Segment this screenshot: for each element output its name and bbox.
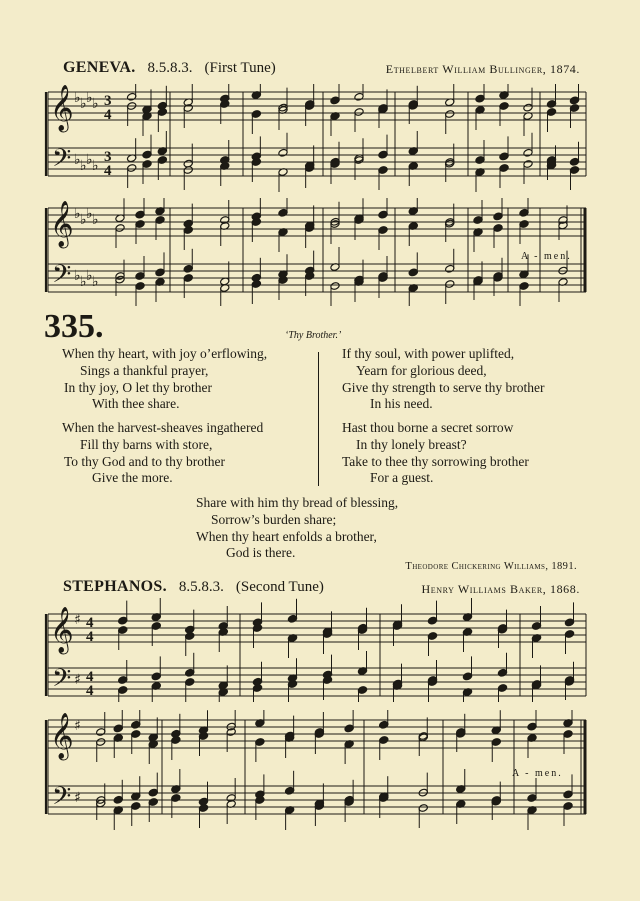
- tune1-composer: Ethelbert William Bullinger, 1874.: [385, 62, 580, 76]
- time-signature-bottom: 4: [86, 629, 94, 645]
- stanza-4-line-4: For a guest.: [370, 470, 434, 486]
- flat-sign-icon: ♭: [86, 90, 93, 106]
- flat-sign-icon: ♭: [86, 268, 93, 284]
- flat-sign-icon: ♭: [92, 158, 99, 174]
- stanza-3-line-1: If thy soul, with power uplifted,: [342, 346, 515, 361]
- treble-clef-icon: 𝄞: [50, 85, 74, 131]
- time-signature-top: 3: [104, 93, 112, 109]
- column-divider: [318, 352, 319, 486]
- stanza-1-line-2: Sings a thankful prayer,: [80, 362, 209, 378]
- treble-clef-icon: 𝄞: [50, 201, 74, 247]
- time-signature-top: 3: [104, 149, 112, 165]
- stanza-2: [62, 420, 263, 487]
- sharp-sign-icon: ♯: [74, 672, 81, 688]
- tune2-label: (Second Tune): [235, 579, 324, 595]
- treble-clef-icon: 𝄞: [50, 713, 74, 759]
- stanza-1-line-1: When thy heart, with joy o’erflowing,: [62, 346, 268, 361]
- time-signature-top: 4: [86, 615, 94, 631]
- geneva-score-system-1: [0, 84, 640, 200]
- stanza-5: [196, 495, 398, 562]
- stanza-5-line-3: When thy heart enfolds a brother,: [196, 528, 377, 544]
- flat-sign-icon: ♭: [80, 212, 87, 228]
- treble-clef-icon: 𝄞: [50, 607, 74, 653]
- stephanos-score-system-1: [0, 598, 640, 702]
- tune1-amen: A - men.: [521, 251, 572, 262]
- hymn-author: Theodore Chickering Williams, 1891.: [405, 561, 577, 572]
- flat-sign-icon: ♭: [92, 96, 99, 112]
- sharp-sign-icon: ♯: [74, 612, 81, 628]
- stanza-1: [62, 346, 267, 413]
- flat-sign-icon: ♭: [80, 158, 87, 174]
- stanza-5-line-2: Sorrow’s burden share;: [211, 511, 337, 527]
- stanza-2-line-1: When the harvest-sheaves ingathered: [62, 420, 264, 435]
- sharp-sign-icon: ♯: [74, 790, 81, 806]
- flat-sign-icon: ♭: [86, 206, 93, 222]
- bass-clef-icon: 𝄢: [52, 260, 72, 295]
- stanza-2-line-3: To thy God and to thy brother: [64, 453, 226, 469]
- flat-sign-icon: ♭: [74, 152, 81, 168]
- flat-sign-icon: ♭: [92, 274, 99, 290]
- tune2-name: STEPHANOS.: [63, 578, 167, 595]
- stanza-4-line-2: In thy lonely breast?: [356, 436, 467, 452]
- flat-sign-icon: ♭: [74, 206, 81, 222]
- bass-clef-icon: 𝄢: [52, 664, 72, 699]
- stanza-3-line-2: Yearn for glorious deed,: [356, 362, 487, 378]
- time-signature-bottom: 4: [104, 107, 112, 123]
- stanza-3-line-4: In his need.: [370, 396, 433, 412]
- stanza-5-line-1: Share with him thy bread of blessing,: [196, 495, 399, 510]
- sharp-sign-icon: ♯: [74, 718, 81, 734]
- stanza-2-line-4: Give the more.: [92, 470, 173, 486]
- stanza-4-line-3: Take to thee thy sorrowing brother: [342, 453, 529, 469]
- flat-sign-icon: ♭: [74, 90, 81, 106]
- flat-sign-icon: ♭: [80, 274, 87, 290]
- flat-sign-icon: ♭: [80, 96, 87, 112]
- stanza-3: [342, 346, 544, 413]
- time-signature-bottom: 4: [104, 163, 112, 179]
- time-signature-top: 4: [86, 669, 94, 685]
- stanza-4-line-1: Hast thou borne a secret sorrow: [342, 420, 514, 435]
- stanza-3-line-3: Give thy strength to serve thy brother: [342, 379, 545, 395]
- bass-clef-icon: 𝄢: [52, 782, 72, 817]
- stanza-1-line-3: In thy joy, O let thy brother: [64, 379, 212, 395]
- hymn-subtitle: ‘Thy Brother.’: [285, 330, 342, 341]
- bass-clef-icon: 𝄢: [52, 144, 72, 179]
- stanza-1-line-4: With thee share.: [92, 396, 180, 412]
- flat-sign-icon: ♭: [92, 212, 99, 228]
- stanza-5-line-4: God is there.: [226, 545, 296, 561]
- stanza-2-line-2: Fill thy barns with store,: [80, 436, 213, 452]
- flat-sign-icon: ♭: [86, 152, 93, 168]
- stanza-4: [342, 420, 529, 487]
- hymn-number: 335.: [44, 308, 104, 345]
- tune1-label: (First Tune): [204, 60, 276, 76]
- tune2-composer: Henry Williams Baker, 1868.: [421, 582, 580, 596]
- time-signature-bottom: 4: [86, 683, 94, 699]
- tune1-name: GENEVA.: [63, 59, 136, 76]
- tune1-meter: 8.5.8.3.: [147, 60, 193, 76]
- tune2-meter: 8.5.8.3.: [178, 579, 224, 595]
- tune2-amen: A - men.: [512, 768, 563, 779]
- flat-sign-icon: ♭: [74, 268, 81, 284]
